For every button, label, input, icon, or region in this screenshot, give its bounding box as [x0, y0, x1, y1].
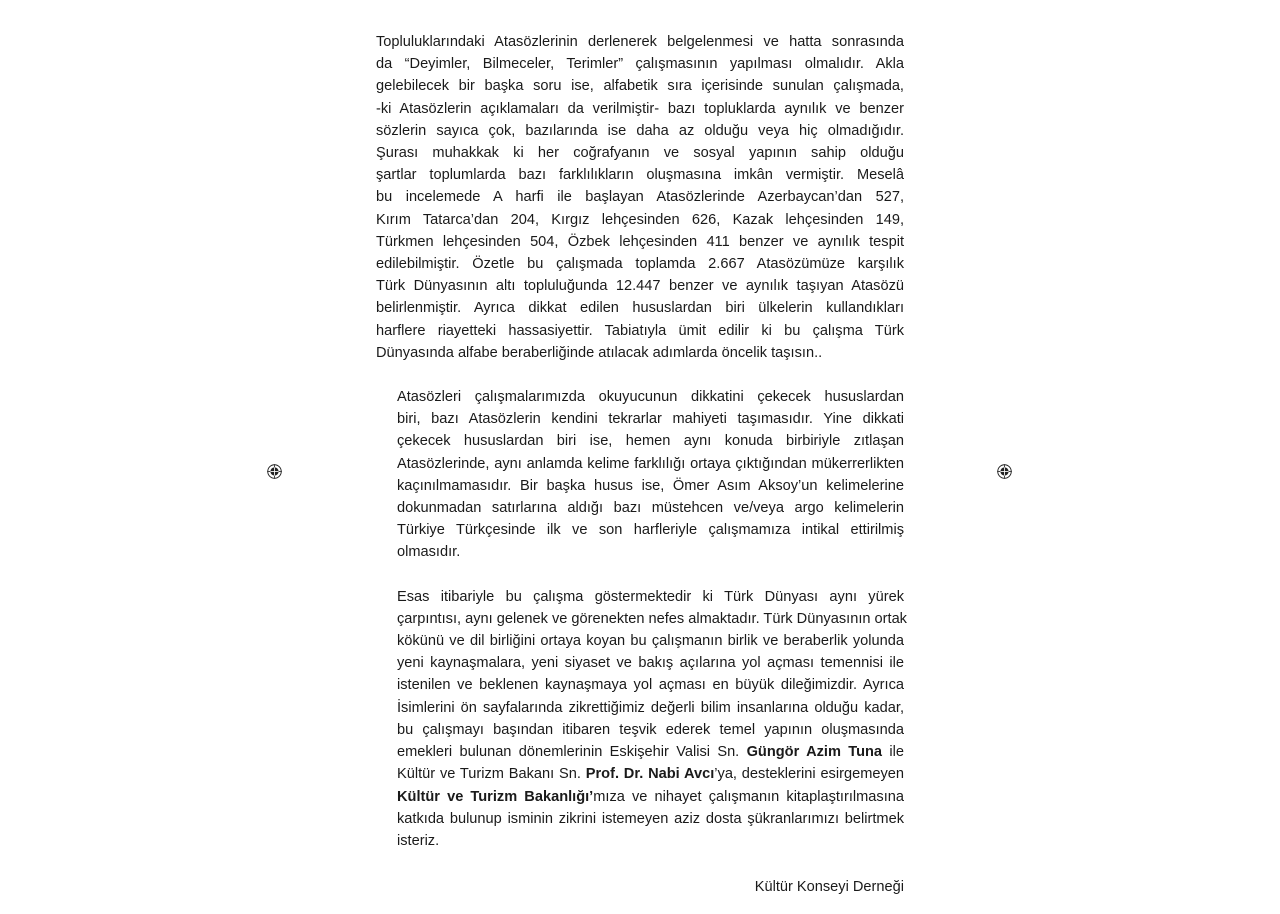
text-segment: -ki Atasözlerin açıklamaları da verilmiştir- bazı topluklarda aynılık ve benzer — [376, 100, 904, 117]
text-line — [376, 186, 904, 208]
bold-text: Güngör Azim Tuna — [746, 744, 883, 761]
text-line — [376, 497, 904, 519]
text-segment: kökünü ve dil birliğini ortaya koyan bu çalışmanın birlik ve beraberlik yolunda — [397, 633, 904, 650]
text-line — [376, 430, 904, 452]
text-segment: İsimlerini ön sayfalarında zikrettiğimiz değerli bilim insanlarına olduğu kadar, — [397, 699, 904, 716]
text-line — [376, 652, 904, 674]
text-line — [376, 98, 904, 120]
text-segment: yeni kaynaşmalara, yeni siyaset ve bakış açılarına yol açması temennisi ile — [397, 655, 904, 672]
text-segment: ile — [882, 744, 904, 761]
text-line — [376, 697, 904, 719]
text-line — [376, 275, 904, 297]
text-segment: Atasözlerinde, aynı anlamda kelime farklılığı ortaya çıktığından mükerrerlikten — [397, 455, 904, 472]
text-segment: sözlerin sayıca çok, bazılarında ise daha az olduğu veya hiç olmadığıdır. — [376, 122, 904, 139]
text-line — [376, 297, 904, 319]
text-line — [376, 253, 904, 275]
text-segment: katkıda bulunup isminin zikrini istemeyen aziz dosta şükranlarımızı belirtmek — [397, 810, 904, 827]
text-segment: Dünyasında alfabe beraberliğinde atılacak adımlarda öncelik taşısın.. — [376, 344, 823, 361]
text-line — [376, 630, 904, 652]
text-line — [376, 608, 907, 630]
text-segment: kaçınılmamasıdır. Bir başka husus ise, Ömer Asım Aksoy’un kelimelerine — [397, 477, 904, 494]
text-segment: mıza ve nihayet çalışmanın kitaplaştırılmasına — [593, 788, 904, 805]
registration-mark-left-icon — [267, 464, 282, 479]
text-segment: harflere riayetteki hassasiyettir. Tabiatıyla ümit edilir ki bu çalışma Türk — [376, 322, 904, 339]
paragraph-2 — [376, 386, 904, 564]
text-segment: dokunmadan satırlarına aldığı bazı müstehcen ve/veya argo kelimelerin — [397, 500, 904, 517]
text-line — [376, 541, 904, 563]
text-line — [376, 75, 904, 97]
document-body — [376, 31, 907, 895]
text-segment: Türkmen lehçesinden 504, Özbek lehçesinden 411 benzer ve aynılık tespit — [376, 233, 904, 250]
text-segment: Türk Dünyasının altı topluluğunda 12.447 benzer ve aynılık taşıyan Atasözü — [376, 278, 904, 295]
text-segment: Kırım Tatarca’dan 204, Kırgız lehçesinden 626, Kazak lehçesinden 149, — [376, 211, 904, 228]
registration-mark-right-icon — [997, 464, 1012, 479]
text-segment: olmasıdır. — [397, 544, 461, 561]
text-segment: Atasözleri çalışmalarımızda okuyucunun dikkatini çekecek hususlardan — [397, 389, 904, 406]
bold-text: Prof. Dr. Nabi Avcı — [585, 766, 715, 783]
text-line — [376, 231, 904, 253]
text-segment: Şurası muhakkak ki her coğrafyanın ve sosyal yapının sahip olduğu — [376, 145, 904, 162]
text-segment: Kültür ve Turizm Bakanı Sn. — [397, 766, 586, 783]
text-line — [376, 674, 904, 696]
text-segment: edilebilmiştir. Özetle bu çalışmada toplamda 2.667 Atasözümüze karşılık — [376, 256, 904, 273]
text-line — [376, 342, 904, 364]
text-line — [376, 763, 904, 785]
text-segment: da “Deyimler, Bilmeceler, Terimler” çalışmasının yapılması olmalıdır. Akla — [376, 56, 904, 73]
text-line — [376, 120, 904, 142]
text-segment: Esas itibariyle bu çalışma göstermektedir ki Türk Dünyası aynı yürek — [397, 588, 904, 605]
text-line — [376, 142, 904, 164]
text-line — [376, 320, 904, 342]
text-segment: Türkiye Türkçesinde ilk ve son harfleriyle çalışmamıza intikal ettirilmiş — [397, 522, 904, 539]
text-line — [376, 719, 904, 741]
text-line — [376, 475, 904, 497]
text-line — [376, 586, 904, 608]
bold-text: Kültür ve Turizm Bakanlığı’ — [397, 788, 594, 805]
text-line — [376, 386, 904, 408]
text-segment: şartlar toplumlarda bazı farklılıkların oluşmasına imkân vermiştir. Meselâ — [376, 167, 904, 184]
text-segment: belirlenmiştir. Ayrıca dikkat edilen hususlardan biri ülkelerin kullandıkları — [376, 300, 904, 317]
text-segment: biri, bazı Atasözlerin kendini tekrarlar mahiyeti taşımasıdır. Yine dikkati — [397, 411, 904, 428]
text-segment: bu incelemede A harfi ile başlayan Atasözlerinde Azerbaycan’dan 527, — [376, 189, 904, 206]
text-segment: çarpıntısı, aynı gelenek ve görenekten nefes almaktadır. Türk Dünyasının ortak — [397, 610, 907, 627]
signature: Kültür Konseyi Derneği — [754, 879, 904, 895]
text-segment: gelebilecek bir başka soru ise, alfabetik sıra içerisinde sunulan çalışmada, — [376, 78, 904, 95]
text-segment: istenilen ve beklenen kaynaşmaya yol açması en büyük dileğimizdir. Ayrıca — [397, 677, 904, 694]
text-line — [376, 408, 904, 430]
text-segment: isteriz. — [397, 832, 440, 849]
text-line — [376, 519, 904, 541]
text-line — [376, 31, 904, 53]
text-line — [376, 808, 904, 830]
text-line — [376, 53, 904, 75]
text-segment: Topluluklarındaki Atasözlerinin derlenerek belgelenmesi ve hatta sonrasında — [376, 34, 904, 50]
text-line — [376, 164, 904, 186]
text-segment: bu çalışmayı başından itibaren teşvik ederek temel yapının oluşmasında — [397, 721, 904, 738]
text-line — [376, 786, 904, 808]
text-segment: emekleri bulunan dönemlerinin Eskişehir Valisi Sn. — [397, 744, 747, 761]
text-line — [376, 830, 904, 852]
text-line — [376, 453, 904, 475]
text-line — [376, 741, 904, 763]
text-line — [376, 209, 904, 231]
paragraph-3 — [376, 586, 907, 852]
text-segment: çekecek hususlardan biri ise, hemen aynı konuda birbiriyle zıtlaşan — [397, 433, 904, 450]
paragraph-1 — [376, 31, 904, 364]
text-segment: ’ya, desteklerini esirgemeyen — [714, 766, 904, 783]
